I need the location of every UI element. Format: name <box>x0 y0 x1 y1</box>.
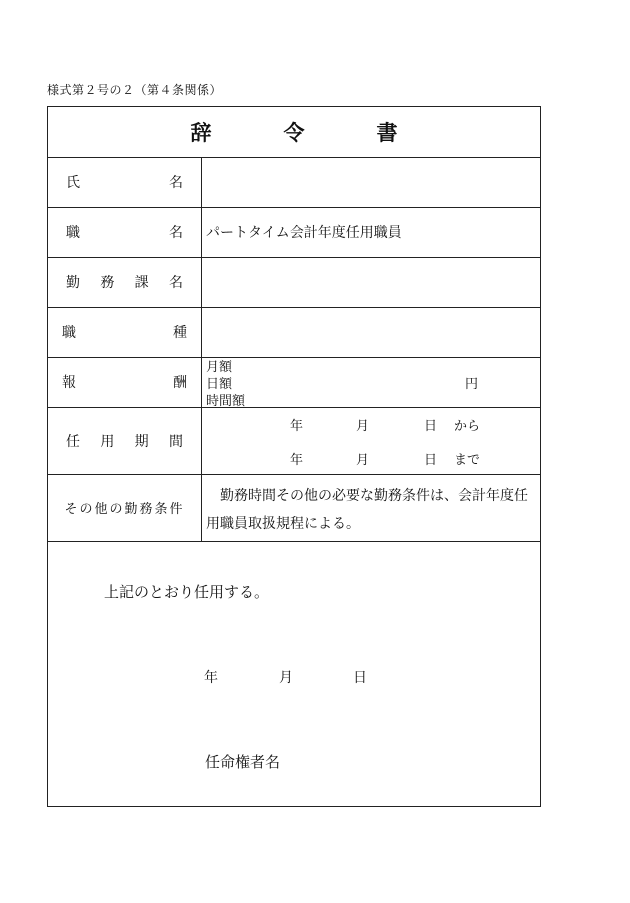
position-row <box>48 207 540 258</box>
period-label <box>48 407 202 474</box>
footer-month: 月 <box>279 670 293 686</box>
label-char: 酬 <box>173 375 187 391</box>
label-char: 職 <box>62 325 76 341</box>
label-char: 報 <box>62 375 76 391</box>
label-char: 名 <box>169 225 183 241</box>
form-number: 様式第２号の２（第４条関係） <box>47 83 223 97</box>
position-field[interactable] <box>202 207 540 257</box>
label-char: 氏 <box>66 175 80 191</box>
label-char: 間 <box>168 433 183 450</box>
monthly-label: 月額 <box>206 360 233 375</box>
footer-day: 日 <box>353 670 367 686</box>
pay-label <box>48 357 202 407</box>
appointing-authority-label: 任命権者名 <box>205 753 281 771</box>
month-label: 月 <box>356 419 370 434</box>
year-label: 年 <box>290 419 304 434</box>
footer-year: 年 <box>204 670 218 686</box>
name-label <box>48 157 202 207</box>
pay-row <box>48 357 540 408</box>
pay-types <box>206 359 245 410</box>
appointment-form <box>47 106 541 807</box>
label-char: 期 <box>134 433 149 450</box>
job-type-label <box>48 307 202 357</box>
daily-label: 日額 <box>206 377 233 392</box>
day-label: 日 <box>424 419 438 434</box>
period-field[interactable] <box>202 407 540 474</box>
section-row <box>48 257 540 308</box>
label-char: 名 <box>169 175 183 191</box>
yen-unit: 円 <box>465 377 479 392</box>
from-label: から <box>454 419 481 434</box>
label-char: 任 <box>66 433 80 450</box>
title-char: 令 <box>283 120 305 145</box>
conditions-field[interactable] <box>202 474 540 541</box>
form-title <box>48 107 540 158</box>
conditions-label <box>48 474 202 541</box>
label-char: 種 <box>173 325 187 341</box>
pay-field[interactable] <box>202 357 540 407</box>
day-label: 日 <box>424 453 438 468</box>
label-char: 勤 <box>66 275 80 291</box>
label-char: 用 <box>100 433 115 450</box>
label-char: 務 <box>100 275 115 291</box>
hourly-label: 時間額 <box>206 394 246 409</box>
job-type-row <box>48 307 540 358</box>
year-label: 年 <box>290 453 304 468</box>
section-field[interactable] <box>202 257 540 307</box>
job-type-field[interactable] <box>202 307 540 357</box>
conditions-text: 勤務時間その他の必要な勤務条件は、会計年度任用職員取扱規程による。 <box>206 488 528 532</box>
position-label <box>48 207 202 257</box>
title-char: 書 <box>376 120 398 145</box>
section-label <box>48 257 202 307</box>
month-label: 月 <box>356 453 370 468</box>
title-char: 辞 <box>190 120 212 145</box>
appointment-statement: 上記のとおり任用する。 <box>104 583 270 601</box>
period-row <box>48 407 540 475</box>
label-char: 課 <box>134 275 149 291</box>
position-value: パートタイム会計年度任用職員 <box>206 225 402 241</box>
label-char: 職 <box>66 225 80 241</box>
to-label: まで <box>454 453 481 468</box>
name-field[interactable] <box>202 157 540 207</box>
conditions-row <box>48 474 540 542</box>
name-row <box>48 157 540 208</box>
conditions-label-text: その他の勤務条件 <box>64 502 185 517</box>
label-char: 名 <box>168 275 183 291</box>
